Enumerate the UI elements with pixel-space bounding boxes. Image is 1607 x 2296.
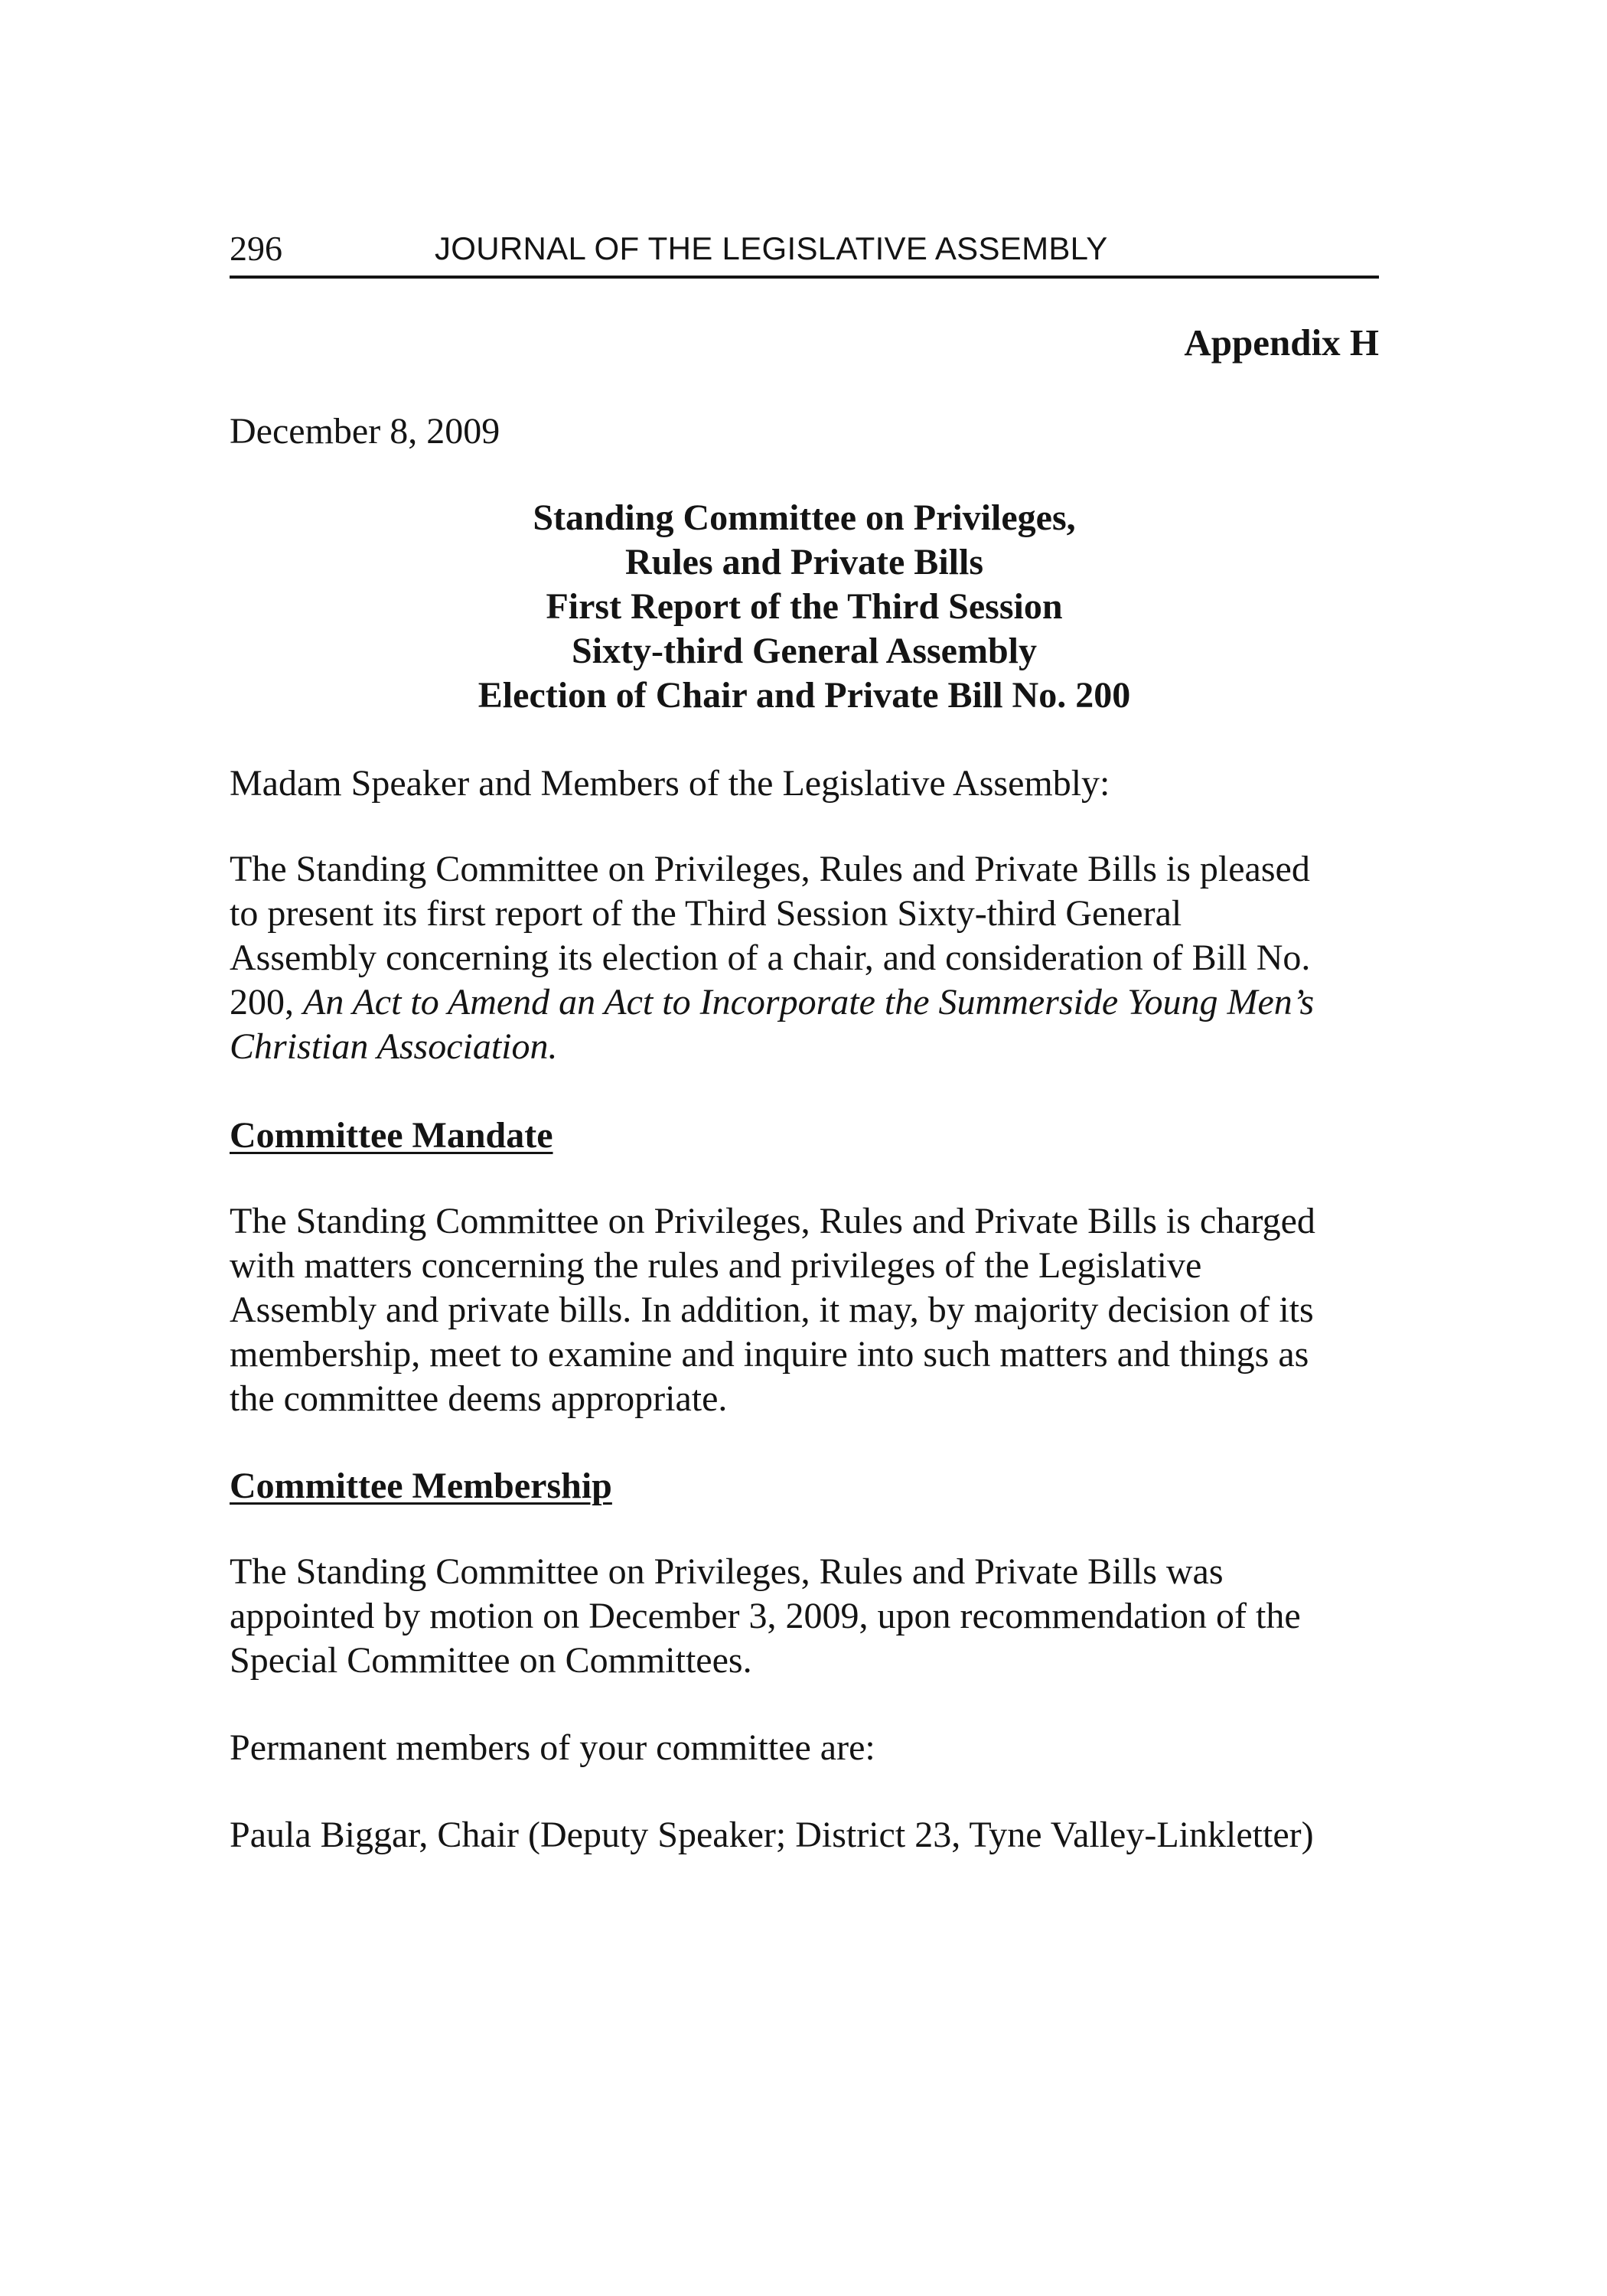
title-line: Sixty-third General Assembly: [572, 631, 1037, 671]
intro-line: [230, 1025, 1379, 1069]
bill-title: An Act to Amend an Act to Incorporate the Summerside Young Men’s: [303, 982, 1315, 1022]
title-line: Rules and Private Bills: [624, 542, 984, 582]
bill-title-continued: Christian Association.: [230, 1026, 558, 1067]
membership-paragraph: [230, 1550, 1379, 1683]
intro-line: Assembly concerning its election of a chair, and consideration of Bill No.: [230, 938, 1311, 978]
running-header: [230, 230, 1379, 279]
committee-membership-heading: Committee Membership: [230, 1466, 612, 1506]
salutation: Madam Speaker and Members of the Legislative Assembly:: [230, 763, 1110, 804]
journal-title: JOURNAL OF THE LEGISLATIVE ASSEMBLY: [435, 230, 1108, 266]
membership-line: The Standing Committee on Privileges, Rules and Private Bills was: [230, 1551, 1224, 1592]
mandate-line: The Standing Committee on Privileges, Rules and Private Bills is charged: [230, 1201, 1315, 1241]
member-entry: Paula Biggar, Chair (Deputy Speaker; District 23, Tyne Valley-Linkletter): [230, 1815, 1314, 1855]
member-list: [230, 1813, 1379, 1857]
bill-number: 200,: [230, 982, 303, 1022]
membership-line: Special Committee on Committees.: [230, 1640, 752, 1681]
intro-line: to present its first report of the Third Session Sixty-third General: [230, 893, 1182, 934]
report-date: December 8, 2009: [230, 411, 500, 452]
mandate-paragraph: [230, 1199, 1379, 1421]
journal-page: [230, 0, 1379, 2296]
appendix-label: Appendix H: [1184, 321, 1379, 364]
permanent-members-intro: Permanent members of your committee are:: [230, 1727, 875, 1768]
page-number: 296: [230, 229, 282, 268]
intro-line: [230, 980, 1379, 1025]
mandate-line: with matters concerning the rules and privileges of the Legislative: [230, 1245, 1202, 1286]
intro-paragraph: [230, 847, 1379, 1069]
title-line: Election of Chair and Private Bill No. 200: [478, 675, 1131, 716]
title-line: Standing Committee on Privileges,: [533, 497, 1076, 538]
mandate-line: Assembly and private bills. In addition, it may, by majority decision of its: [230, 1290, 1314, 1330]
committee-mandate-heading: Committee Mandate: [230, 1115, 553, 1156]
mandate-line: membership, meet to examine and inquire into such matters and things as: [230, 1334, 1309, 1375]
title-line: First Report of the Third Session: [546, 586, 1063, 627]
intro-line: The Standing Committee on Privileges, Rules and Private Bills is pleased: [230, 849, 1310, 889]
membership-line: appointed by motion on December 3, 2009, upon recommendation of the: [230, 1596, 1301, 1636]
mandate-line: the committee deems appropriate.: [230, 1378, 728, 1419]
report-title: [230, 496, 1379, 718]
